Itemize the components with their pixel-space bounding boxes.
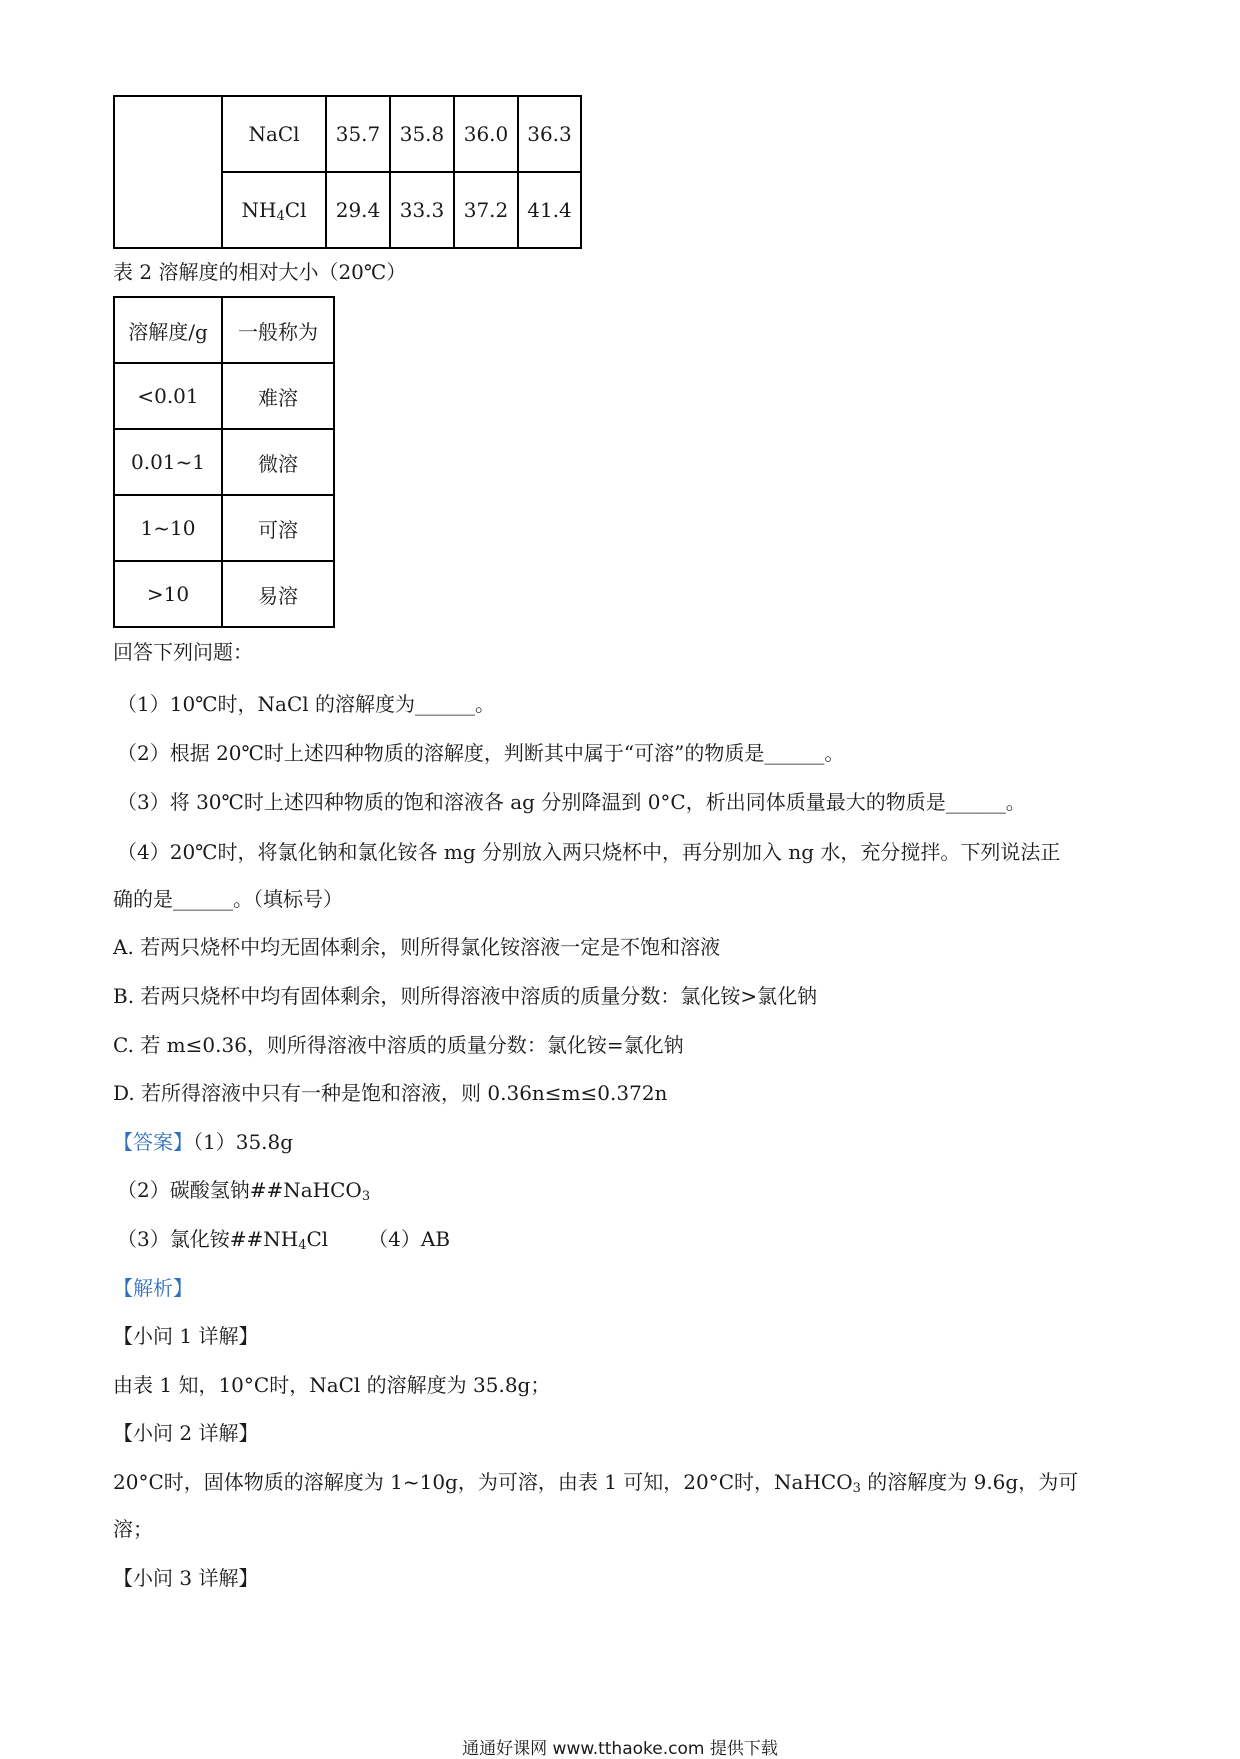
answer-line-1 <box>113 1130 293 1154</box>
solubility-value: 35.7 <box>326 96 390 172</box>
solubility-value: 37.2 <box>454 172 518 248</box>
question-4-line-1: （4）20℃时，将氯化钠和氯化铵各 mg 分别放入两只烧杯中，再分别加入 ng 水，充分搅拌。下列说法正 <box>117 840 1061 864</box>
analysis-label: 【解析】 <box>113 1276 193 1300</box>
table-2-caption: 表 2 溶解度的相对大小（20℃） <box>113 260 407 284</box>
solubility-table-1-continued <box>113 95 582 249</box>
sub-question-3-title: 【小问 3 详解】 <box>113 1566 259 1590</box>
option-b: B. 若两只烧杯中均有固体剩余，则所得溶液中溶质的质量分数：氯化铵>氯化钠 <box>113 984 818 1008</box>
sub-question-1-title: 【小问 1 详解】 <box>113 1324 259 1348</box>
question-2: （2）根据 20℃时上述四种物质的溶解度，判断其中属于“可溶”的物质是______。 <box>117 741 845 765</box>
range-cell: 0.01~1 <box>114 429 222 495</box>
table-row <box>114 363 334 429</box>
header-cell: 溶解度/g <box>114 297 222 363</box>
question-3: （3）将 30℃时上述四种物质的饱和溶液各 ag 分别降温到 0°C，析出同体质量最大的物质是______。 <box>117 790 1026 814</box>
sub-question-2-text-cont: 溶； <box>113 1517 153 1541</box>
solubility-value: 33.3 <box>390 172 454 248</box>
header-cell: 一般称为 <box>222 297 334 363</box>
table-row <box>114 495 334 561</box>
category-cell: 可溶 <box>222 495 334 561</box>
table-header-row <box>114 297 334 363</box>
sub-question-2-text: 20°C时，固体物质的溶解度为 1~10g，为可溶，由表 1 可知，20°C时，NaHCO$_3$ 的溶解度为 9.6g，为可 <box>113 1470 1079 1496</box>
solubility-value: 36.0 <box>454 96 518 172</box>
question-4-line-2: 确的是______。（填标号） <box>113 887 343 911</box>
solubility-value: 35.8 <box>390 96 454 172</box>
substance-name: NaCl <box>222 96 326 172</box>
range-cell: <0.01 <box>114 363 222 429</box>
answer-3: （3）氯化铵$\#\#NH_4Cl$ <box>117 1227 329 1253</box>
answer-1: （1）35.8g <box>193 1130 294 1154</box>
question-1: （1）10℃时，NaCl 的溶解度为______。 <box>117 692 496 716</box>
answer-2: （2）碳酸氢钠##NaHCO$_3$ <box>117 1178 371 1204</box>
option-a: A. 若两只烧杯中均无固体剩余，则所得氯化铵溶液一定是不饱和溶液 <box>113 935 721 959</box>
sub-question-2-title: 【小问 2 详解】 <box>113 1421 259 1445</box>
table-row <box>114 429 334 495</box>
solubility-value: 29.4 <box>326 172 390 248</box>
footer-watermark: 通通好课网 www.tthaoke.com 提供下载 <box>462 1739 778 1759</box>
category-cell: 难溶 <box>222 363 334 429</box>
solubility-value: 36.3 <box>518 96 581 172</box>
category-cell: 微溶 <box>222 429 334 495</box>
table-row <box>114 561 334 627</box>
answer-label: 【答案】 <box>113 1130 193 1154</box>
empty-cell <box>114 96 222 248</box>
range-cell: >10 <box>114 561 222 627</box>
option-d: D. 若所得溶液中只有一种是饱和溶液，则 0.36n≤m≤0.372n <box>113 1081 668 1105</box>
substance-name: $NH_4Cl$ <box>222 172 326 248</box>
solubility-table-2 <box>113 296 335 628</box>
option-c: C. 若 m≤0.36，则所得溶液中溶质的质量分数：氯化铵=氯化钠 <box>113 1033 684 1057</box>
range-cell: 1~10 <box>114 495 222 561</box>
solubility-value: 41.4 <box>518 172 581 248</box>
answer-4: （4）AB <box>368 1227 451 1251</box>
answer-line-3 <box>117 1227 450 1251</box>
sub-question-1-text: 由表 1 知，10°C时，NaCl 的溶解度为 35.8g； <box>113 1373 551 1397</box>
table-row <box>114 96 581 172</box>
question-intro: 回答下列问题： <box>113 640 253 664</box>
category-cell: 易溶 <box>222 561 334 627</box>
